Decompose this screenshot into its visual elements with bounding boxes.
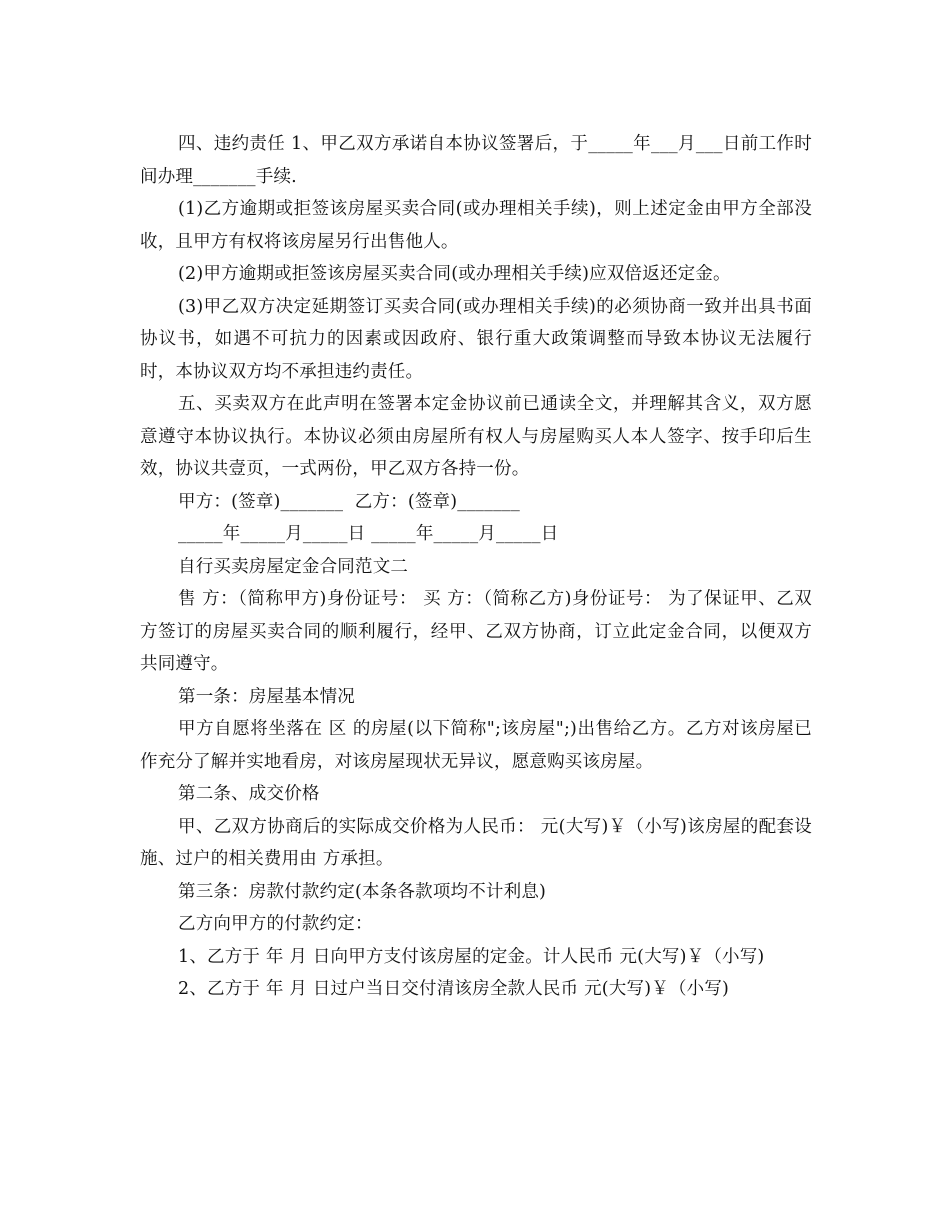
payment-item-2: 2、乙方于 年 月 日过户当日交付清该房全款人民币 元(大写)￥（小写) xyxy=(178,979,730,999)
date-line: _____年_____月_____日 _____年_____月_____日 xyxy=(178,524,559,544)
article-1-body: 甲方自愿将坐落在 区 的房屋(以下简称";该房屋";)出售给乙方。乙方对该房屋已作充分了解并实地看房，对该房屋现状无异议，愿意购买该房屋。 xyxy=(140,719,812,772)
clause-4-item-2: (2)甲方逾期或拒签该房屋买卖合同(或办理相关手续)应双倍返还定金。 xyxy=(178,264,731,284)
clause-4-item-3: (3)甲乙双方决定延期签订买卖合同(或办理相关手续)的必须协商一致并出具书面协议书，如遇不可抗力的因素或因政府、银行重大政策调整而导致本协议无法履行时，本协议双方均不承担违约责任。 xyxy=(140,296,812,382)
article-2-body: 甲、乙双方协商后的实际成交价格为人民币： 元(大写)￥（小写)该房屋的配套设施、过户的相关费用由 方承担。 xyxy=(140,816,812,869)
clause-5-declaration: 五、买卖双方在此声明在签署本定金协议前已通读全文，并理解其含义，双方愿意遵守本协议执行。本协议必须由房屋所有权人与房屋购买人本人签字、按手印后生效，协议共壹页，一式两份，甲乙双方各持一份。 xyxy=(140,394,812,479)
section-title-template-2: 自行买卖房屋定金合同范文二 xyxy=(178,556,409,577)
payment-item-1: 1、乙方于 年 月 日向甲方支付该房屋的定金。计人民币 元(大写)￥（小写) xyxy=(178,946,765,967)
clause-4-breach-liability: 四、违约责任 1、甲乙双方承诺自本协议签署后，于_____年___月___日前工作时间办理_______手续. xyxy=(140,134,812,187)
clause-4-item-1: (1)乙方逾期或拒签该房屋买卖合同(或办理相关手续)，则上述定金由甲方全部没收，且甲方有权将该房屋另行出售他人。 xyxy=(140,199,812,252)
document-body xyxy=(140,128,812,1006)
article-3-heading: 第三条：房款付款约定(本条各款项均不计利息) xyxy=(178,881,547,902)
parties-intro: 售 方：（简称甲方)身份证号： 买 方：（简称乙方)身份证号： 为了保证甲、乙双方签订的房屋买卖合同的顺利履行，经甲、乙双方协商，订立此定金合同，以便双方共同遵守。 xyxy=(140,589,812,674)
article-1-heading: 第一条：房屋基本情况 xyxy=(178,686,355,707)
signature-line: 甲方：(签章)_______ 乙方：(签章)_______ xyxy=(178,491,520,512)
article-2-heading: 第二条、成交价格 xyxy=(178,784,320,804)
payment-intro: 乙方向甲方的付款约定： xyxy=(178,914,373,934)
